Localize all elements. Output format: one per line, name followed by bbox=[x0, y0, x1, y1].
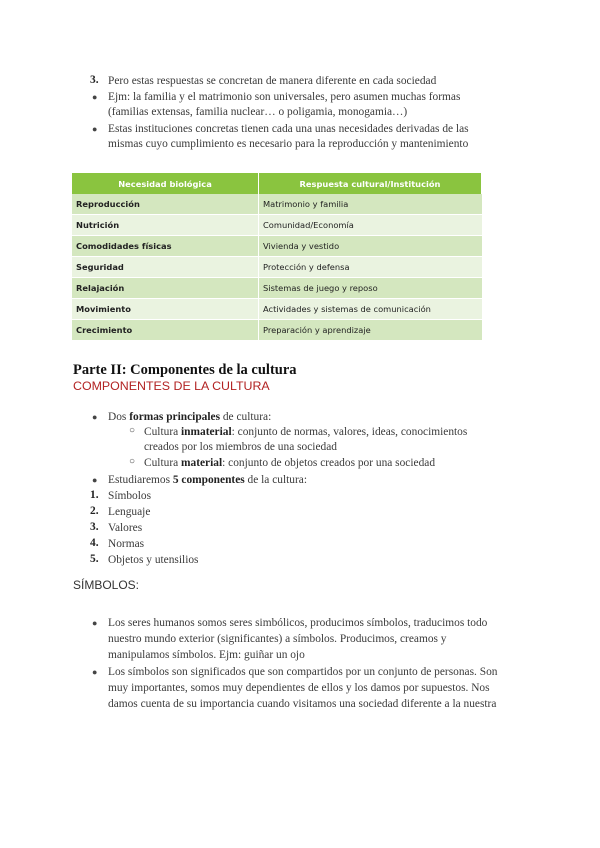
bullet-icon: ● bbox=[92, 667, 98, 677]
table-cell-need: Crecimiento bbox=[72, 320, 259, 341]
table-row bbox=[72, 320, 482, 341]
bold-text: 5 componentes bbox=[172, 474, 245, 486]
bullet-icon: ● bbox=[92, 618, 98, 628]
table-cell-response: Matrimonio y familia bbox=[259, 194, 482, 215]
table-cell-need: Movimiento bbox=[72, 299, 259, 320]
component-item: Normas bbox=[108, 538, 145, 550]
component-item: Objetos y utensilios bbox=[108, 554, 199, 566]
text-span: Cultura bbox=[144, 457, 182, 469]
bullet-icon: ● bbox=[92, 124, 98, 134]
table-row bbox=[72, 236, 482, 257]
bullet-icon: ● bbox=[92, 475, 98, 485]
list-item-text: mismas cuyo cumplimiento es necesario para la reproducción y mantenimiento bbox=[108, 138, 469, 150]
table-cell-response: Preparación y aprendizaje bbox=[259, 320, 482, 341]
list-number-3: 3. bbox=[90, 74, 99, 86]
text-span: Estudiaremos bbox=[108, 474, 173, 486]
table-cell-response: Vivienda y vestido bbox=[259, 236, 482, 257]
bold-text: material bbox=[181, 457, 223, 469]
list-item-text bbox=[144, 456, 435, 471]
text-span: de cultura: bbox=[220, 411, 272, 423]
table-cell-need: Reproducción bbox=[72, 194, 259, 215]
list-item-text: Los símbolos son significados que son compartidos por un conjunto de personas. Son bbox=[108, 666, 498, 678]
list-item-text: damos cuenta de su importancia cuando visitamos una sociedad diferente a la nuestra bbox=[108, 698, 497, 710]
list-number: 4. bbox=[90, 537, 99, 549]
circle-bullet-icon: ○ bbox=[129, 456, 136, 467]
list-item-text: (familias extensas, familia nuclear… o poligamia, monogamia…) bbox=[108, 106, 408, 118]
list-item-text bbox=[108, 473, 307, 488]
list-number: 5. bbox=[90, 553, 99, 565]
table-cell-response: Comunidad/Economía bbox=[259, 215, 482, 236]
bullet-icon: ● bbox=[92, 412, 98, 422]
text-span: : conjunto de normas, valores, ideas, conocimientos bbox=[231, 426, 468, 438]
list-item-text: nuestro mundo exterior (significantes) a símbolos. Producimos, creamos y bbox=[108, 633, 447, 645]
table-row bbox=[72, 278, 482, 299]
section-subheading: COMPONENTES DE LA CULTURA bbox=[73, 379, 270, 393]
table-cell-response: Sistemas de juego y reposo bbox=[259, 278, 482, 299]
list-item-text: Estas instituciones concretas tienen cada una unas necesidades derivadas de las bbox=[108, 123, 469, 135]
list-item-text bbox=[144, 425, 467, 440]
list-number: 3. bbox=[90, 521, 99, 533]
text-span: : conjunto de objetos creados por una sociedad bbox=[222, 457, 436, 469]
table-cell-need: Relajación bbox=[72, 278, 259, 299]
list-item-text: Pero estas respuestas se concretan de manera diferente en cada sociedad bbox=[108, 75, 437, 87]
text-span: Dos bbox=[108, 411, 130, 423]
bold-text: formas principales bbox=[129, 411, 221, 423]
section-heading: Parte II: Componentes de la cultura bbox=[73, 362, 297, 378]
table-cell-need: Seguridad bbox=[72, 257, 259, 278]
list-item-text: Ejm: la familia y el matrimonio son universales, pero asumen muchas formas bbox=[108, 91, 461, 103]
table-cell-response: Protección y defensa bbox=[259, 257, 482, 278]
list-item-text bbox=[108, 410, 271, 425]
component-item: Símbolos bbox=[108, 490, 152, 502]
table-header-response: Respuesta cultural/Institución bbox=[259, 173, 482, 194]
table-cell-need: Comodidades físicas bbox=[72, 236, 259, 257]
text-span: de la cultura: bbox=[244, 474, 307, 486]
table-row bbox=[72, 299, 482, 320]
list-item-text: manipulamos símbolos. Ejm: guiñar un ojo bbox=[108, 649, 305, 661]
list-number: 2. bbox=[90, 505, 99, 517]
bold-text: inmaterial bbox=[181, 426, 232, 438]
list-item-text: muy importantes, somos muy dependientes de ellos y los damos por supuestos. Nos bbox=[108, 682, 490, 694]
list-number: 1. bbox=[90, 489, 99, 501]
symbols-heading: SÍMBOLOS: bbox=[73, 578, 140, 592]
table-row bbox=[72, 194, 482, 215]
list-item-text: Los seres humanos somos seres simbólicos, producimos símbolos, traducimos todo bbox=[108, 617, 488, 629]
table-row bbox=[72, 215, 482, 236]
text-span: Cultura bbox=[144, 426, 182, 438]
table-cell-response: Actividades y sistemas de comunicación bbox=[259, 299, 482, 320]
circle-bullet-icon: ○ bbox=[129, 425, 136, 436]
table-header-need: Necesidad biológica bbox=[72, 173, 259, 194]
table-row bbox=[72, 257, 482, 278]
needs-table bbox=[72, 173, 482, 341]
table-cell-need: Nutrición bbox=[72, 215, 259, 236]
table-header-row bbox=[72, 173, 482, 194]
component-item: Lenguaje bbox=[108, 506, 151, 518]
list-item-text: creados por los miembros de una sociedad bbox=[144, 441, 337, 453]
bullet-icon: ● bbox=[92, 92, 98, 102]
component-item: Valores bbox=[108, 522, 143, 534]
